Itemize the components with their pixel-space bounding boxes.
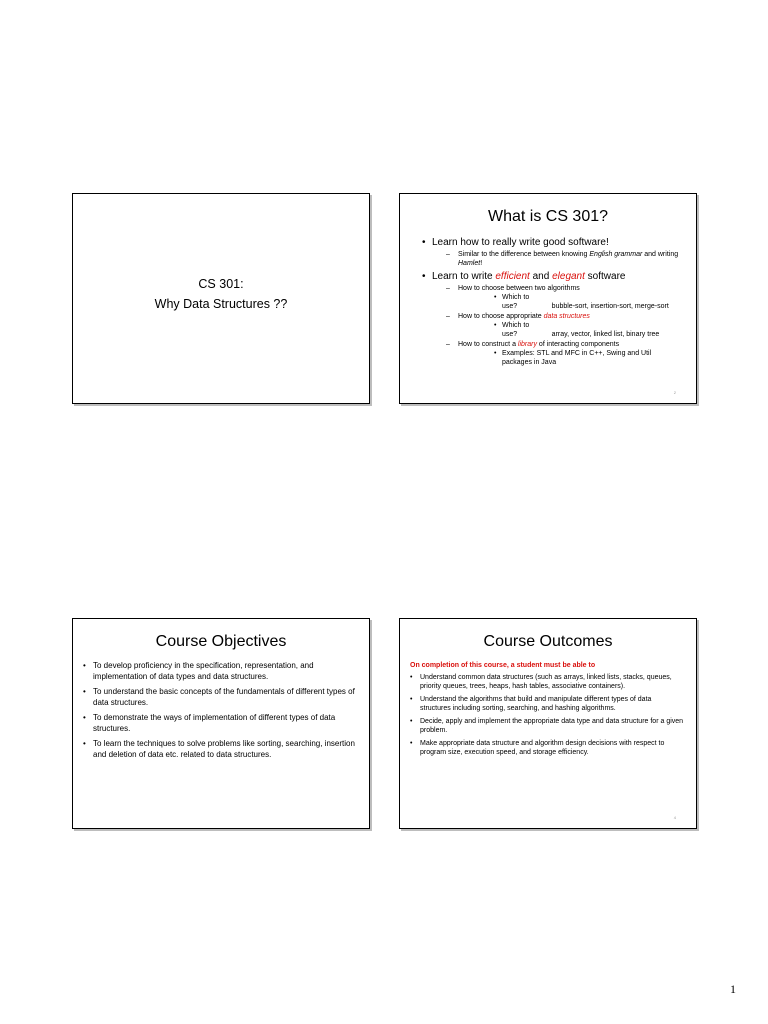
sub-bullet-data-structures: – How to choose appropriate data structures • Which to use? array, vector, linked list, binary tree (432, 312, 682, 339)
slide-1-title (73, 274, 369, 314)
bullet-write-good-software: • Learn how to really write good software! – Similar to the difference between knowing English grammar and writing Hamlet! (422, 236, 682, 268)
outcome-item: • Make appropriate data structure and algorithm design decisions with respect to program size, execution speed, and storage efficiency. (410, 739, 684, 757)
outcome-item: • Decide, apply and implement the appropriate data type and data structure for a given problem. (410, 717, 684, 735)
objectives-list (83, 661, 359, 760)
slide-2-bullets (422, 236, 682, 367)
bullet-efficient-elegant: • Learn to write efficient and elegant software – How to choose between two algorithms • Which to use? bubble-sort, insertion-sort, merge-sort – How to choose appropriate data structures • Which to use? array, vector, linked list, binary tree – How to construct a library of interacting components • Examples: STL and MFC in C++, Swing and Util packages in Java (422, 270, 682, 367)
outcome-item: • Understand the algorithms that build and manipulate different types of data structures including sorting, searching, and hashing algorithms. (410, 695, 684, 713)
slide-4-title: Course Outcomes (483, 633, 613, 650)
sub-sub-bullet-sorts: • Which to use? bubble-sort, insertion-sort, merge-sort (458, 293, 682, 311)
sub-sub-bullet-examples: • Examples: STL and MFC in C++, Swing and Util packages in Java (458, 349, 682, 367)
objective-item: • To understand the basic concepts of the fundamentals of different types of data structures. (83, 687, 359, 708)
slide-2 (399, 193, 697, 404)
slide-1 (72, 193, 370, 404)
outcomes-lead: On completion of this course, a student must be able to (410, 662, 596, 669)
sub-bullet-library: – How to construct a library of interacting components • Examples: STL and MFC in C++, Swing and Util packages in Java (432, 340, 682, 367)
slide-1-title-line1: CS 301: (198, 277, 244, 291)
slide-2-number: 2 (673, 390, 676, 395)
slide-1-title-line2: Why Data Structures ?? (154, 297, 288, 311)
sub-bullet-grammar-hamlet: – Similar to the difference between knowing English grammar and writing Hamlet! (432, 250, 682, 268)
objective-item: • To learn the techniques to solve problems like sorting, searching, insertion and deletion of data etc. related to data structures. (83, 739, 359, 760)
sub-sub-bullet-structures: • Which to use? array, vector, linked list, binary tree (458, 321, 682, 339)
sub-bullet-algorithms: – How to choose between two algorithms • Which to use? bubble-sort, insertion-sort, merge-sort (432, 284, 682, 311)
outcome-item: • Understand common data structures (such as arrays, linked lists, stacks, queues, priority queues, trees, heaps, hash tables, associative containers). (410, 673, 684, 691)
slide-2-title: What is CS 301? (487, 208, 609, 225)
slide-4-number: 4 (673, 815, 676, 820)
slide-3 (72, 618, 370, 829)
outcomes-list (410, 673, 684, 757)
slide-4 (399, 618, 697, 829)
objective-item: • To demonstrate the ways of implementation of different types of data structures. (83, 713, 359, 734)
slide-3-title: Course Objectives (155, 633, 287, 650)
objective-item: • To develop proficiency in the specification, representation, and implementation of data types and data structures. (83, 661, 359, 682)
page-number: 1 (730, 982, 736, 996)
